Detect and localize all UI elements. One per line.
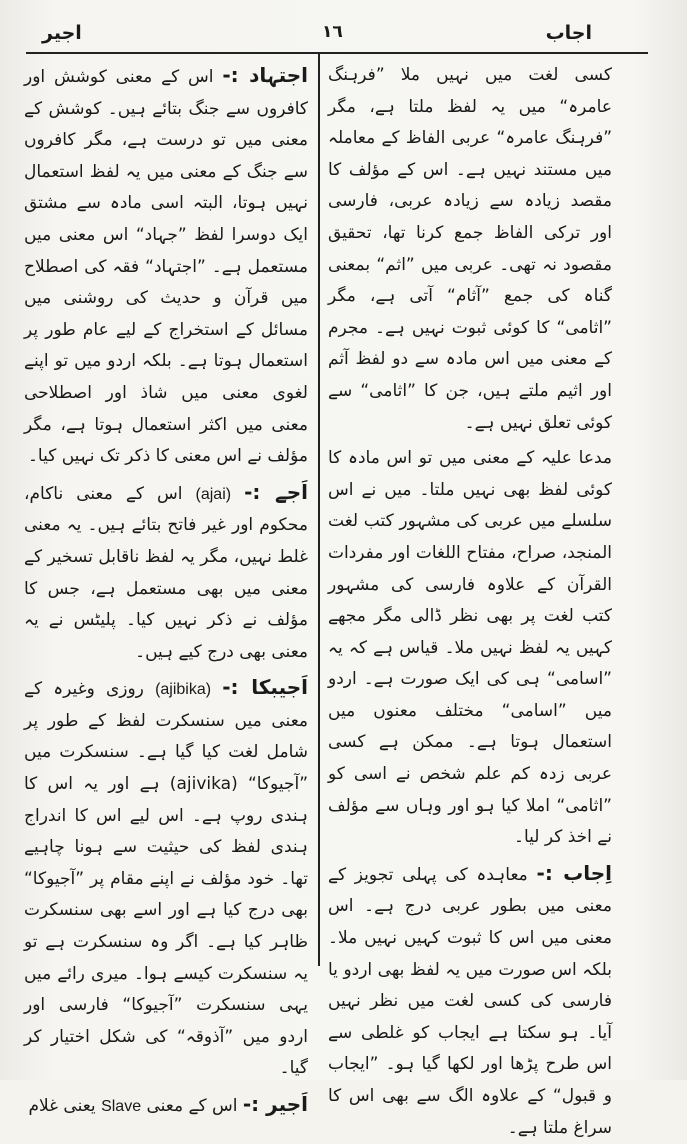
page-header <box>24 22 648 52</box>
entry-latin: (ajibika) <box>155 681 212 699</box>
entry-text: اس کے معنی ناکام، محکوم اور غیر فاتح بتائے ہیں۔ یہ معنی غلط نہیں، مگر یہ لفظ ناقابل تسخیر کے معنی میں بھی مستعمل ہے، جس کا مؤلف نے ذکر نہیں کیا۔ پلیٹس نے یہ معنی بھی درج کیے ہیں۔ <box>24 483 308 662</box>
entry-text: روزی وغیرہ کے معنی میں سنسکرت لفظ کے طور پر شامل لغت کیا گیا ہے۔ سنسکرت میں ”آجیوکا“ (ajivika) ہے اور یہ اس کا ہندی روپ ہے۔ اس لیے اس کا اندراج ہندی لفظ کی حیثیت سے ہونا چاہیے تھا۔ خود مؤلف نے اپنے مقام پر ”آجیوکا“ بھی درج کیا ہے اور اسے بھی سنسکرت ظاہر کیا ہے۔ اگر وہ سنسکرت ہے تو یہ سنسکرت کیسے ہوا۔ میری رائے میں یہی سنسکرت ”آجیوکا“ فارسی اور اردو میں ”آذوقہ“ کی شکل اختیار کر گیا۔ <box>24 679 309 1079</box>
entry-text: کسی لغت میں نہیں ملا ”فرہنگ عامرہ“ میں یہ لفظ ملتا ہے، مگر ”فرہنگ عامرہ“ عربی الفاظ کے معاملہ میں مستند نہیں ہے۔ اس کے مؤلف کا مقصد زیادہ سے زیادہ عربی، فارسی اور ترکی الفاظ جمع کرنا تھا، تحقیق مقصود نہ تھی۔ عربی میں ”اثم“ بمعنی گناہ کی جمع ”آثام“ آتی ہے، مگر ”اثامی“ کا کوئی ثبوت نہیں ہے۔ مجرم کے معنی میں اس مادہ سے دو لفظ آثم اور اثیم ملتے ہیں، جن کا ”اثامی“ سے کوئی تعلق نہیں ہے۔ <box>328 65 612 433</box>
entry-text: اس کے معنی کوشش اور کافروں سے جنگ بتائے ہیں۔ کوشش کے معنی میں تو درست ہے، مگر کافروں سے جنگ کے معنی میں یہ لفظ استعمال نہیں ہوتا، البتہ اسی مادہ سے مشتق ایک دوسرا لفظ ”جہاد“ اس معنی میں مستعمل ہے۔ ”اجتہاد“ فقہ کی اصطلاح میں قرآن و حدیث کی روشنی میں مسائل کے استخراج کے لیے عام طور پر استعمال ہوتا ہے۔ بلکہ اردو میں تو اپنے لغوی معنی میں شاذ اور اصطلاحی معنی میں اکثر استعمال ہوتا ہے، مگر مؤلف نے اس معنی کا ذکر تک نہیں کیا۔ <box>24 67 308 467</box>
entry-paragraph <box>24 477 308 669</box>
entry-term: اجتہاد :- <box>222 63 308 87</box>
entry-text-after: یعنی غلام <box>28 1096 96 1116</box>
entry-text: مدعا علیہ کے معنی میں تو اس مادہ کا کوئی لفظ بھی نہیں ملتا۔ میں نے اس سلسلے میں عربی کی مشہور کتب لغت المنجد، صراح، مفتاح اللغات اور مفردات القرآن کے علاوہ فارسی کی مشہور کتب لغت پر بھی نظر ڈالی مگر مجھے کہیں یہ لفظ نہیں ملا۔ قیاس ہے کہ یہ ”اسامی“ ہی کی ایک صورت ہے۔ اردو میں ”اسامی“ مختلف معنوں میں استعمال ہوتا ہے۔ ممکن ہے کسی عربی زدہ کم علم شخص نے اسی کو ”اثامی“ املا کیا ہو اور وہاں سے مؤلف نے اخذ کر لیا۔ <box>328 448 612 848</box>
entry-paragraph <box>24 60 308 473</box>
entry-paragraph <box>24 1089 308 1123</box>
entry-paragraph <box>328 443 612 854</box>
right-column <box>328 60 613 1138</box>
entry-text-before: اس کے معنی <box>141 1096 238 1116</box>
header-left-word: اجیر <box>42 22 82 44</box>
left-column <box>24 60 309 1116</box>
entry-term: اَجیر :- <box>242 1092 308 1116</box>
header-rule <box>26 52 648 54</box>
entry-latin: Slave <box>101 1098 142 1115</box>
entry-paragraph <box>328 858 612 1144</box>
entry-paragraph <box>24 672 308 1085</box>
entry-term: اَجیبکا :- <box>222 675 309 700</box>
entry-term: اَجے :- <box>244 479 309 504</box>
column-divider <box>318 54 320 966</box>
entry-term: اِجاب :- <box>536 860 613 885</box>
entry-paragraph <box>328 60 612 439</box>
entry-text: معاہدہ کی پہلی تجویز کے معنی میں بطور عربی درج ہے۔ اس معنی میں اس کا ثبوت کہیں نہیں ملا۔ بلکہ اس صورت میں یہ لفظ بھی اردو یا فارسی کی کسی لغت میں نظر نہیں آیا۔ ہو سکتا ہے ایجاب کو غلطی سے اس طرح پڑھا اور لکھا گیا ہو۔ ”ایجاب و قبول“ کے علاوہ الگ سے بھی اس کا سراغ ملتا ہے۔ <box>328 864 612 1138</box>
entry-latin: (ajai) <box>195 485 232 503</box>
header-right-word: اجاب <box>545 22 592 44</box>
page-number: ١٦ <box>322 22 343 42</box>
